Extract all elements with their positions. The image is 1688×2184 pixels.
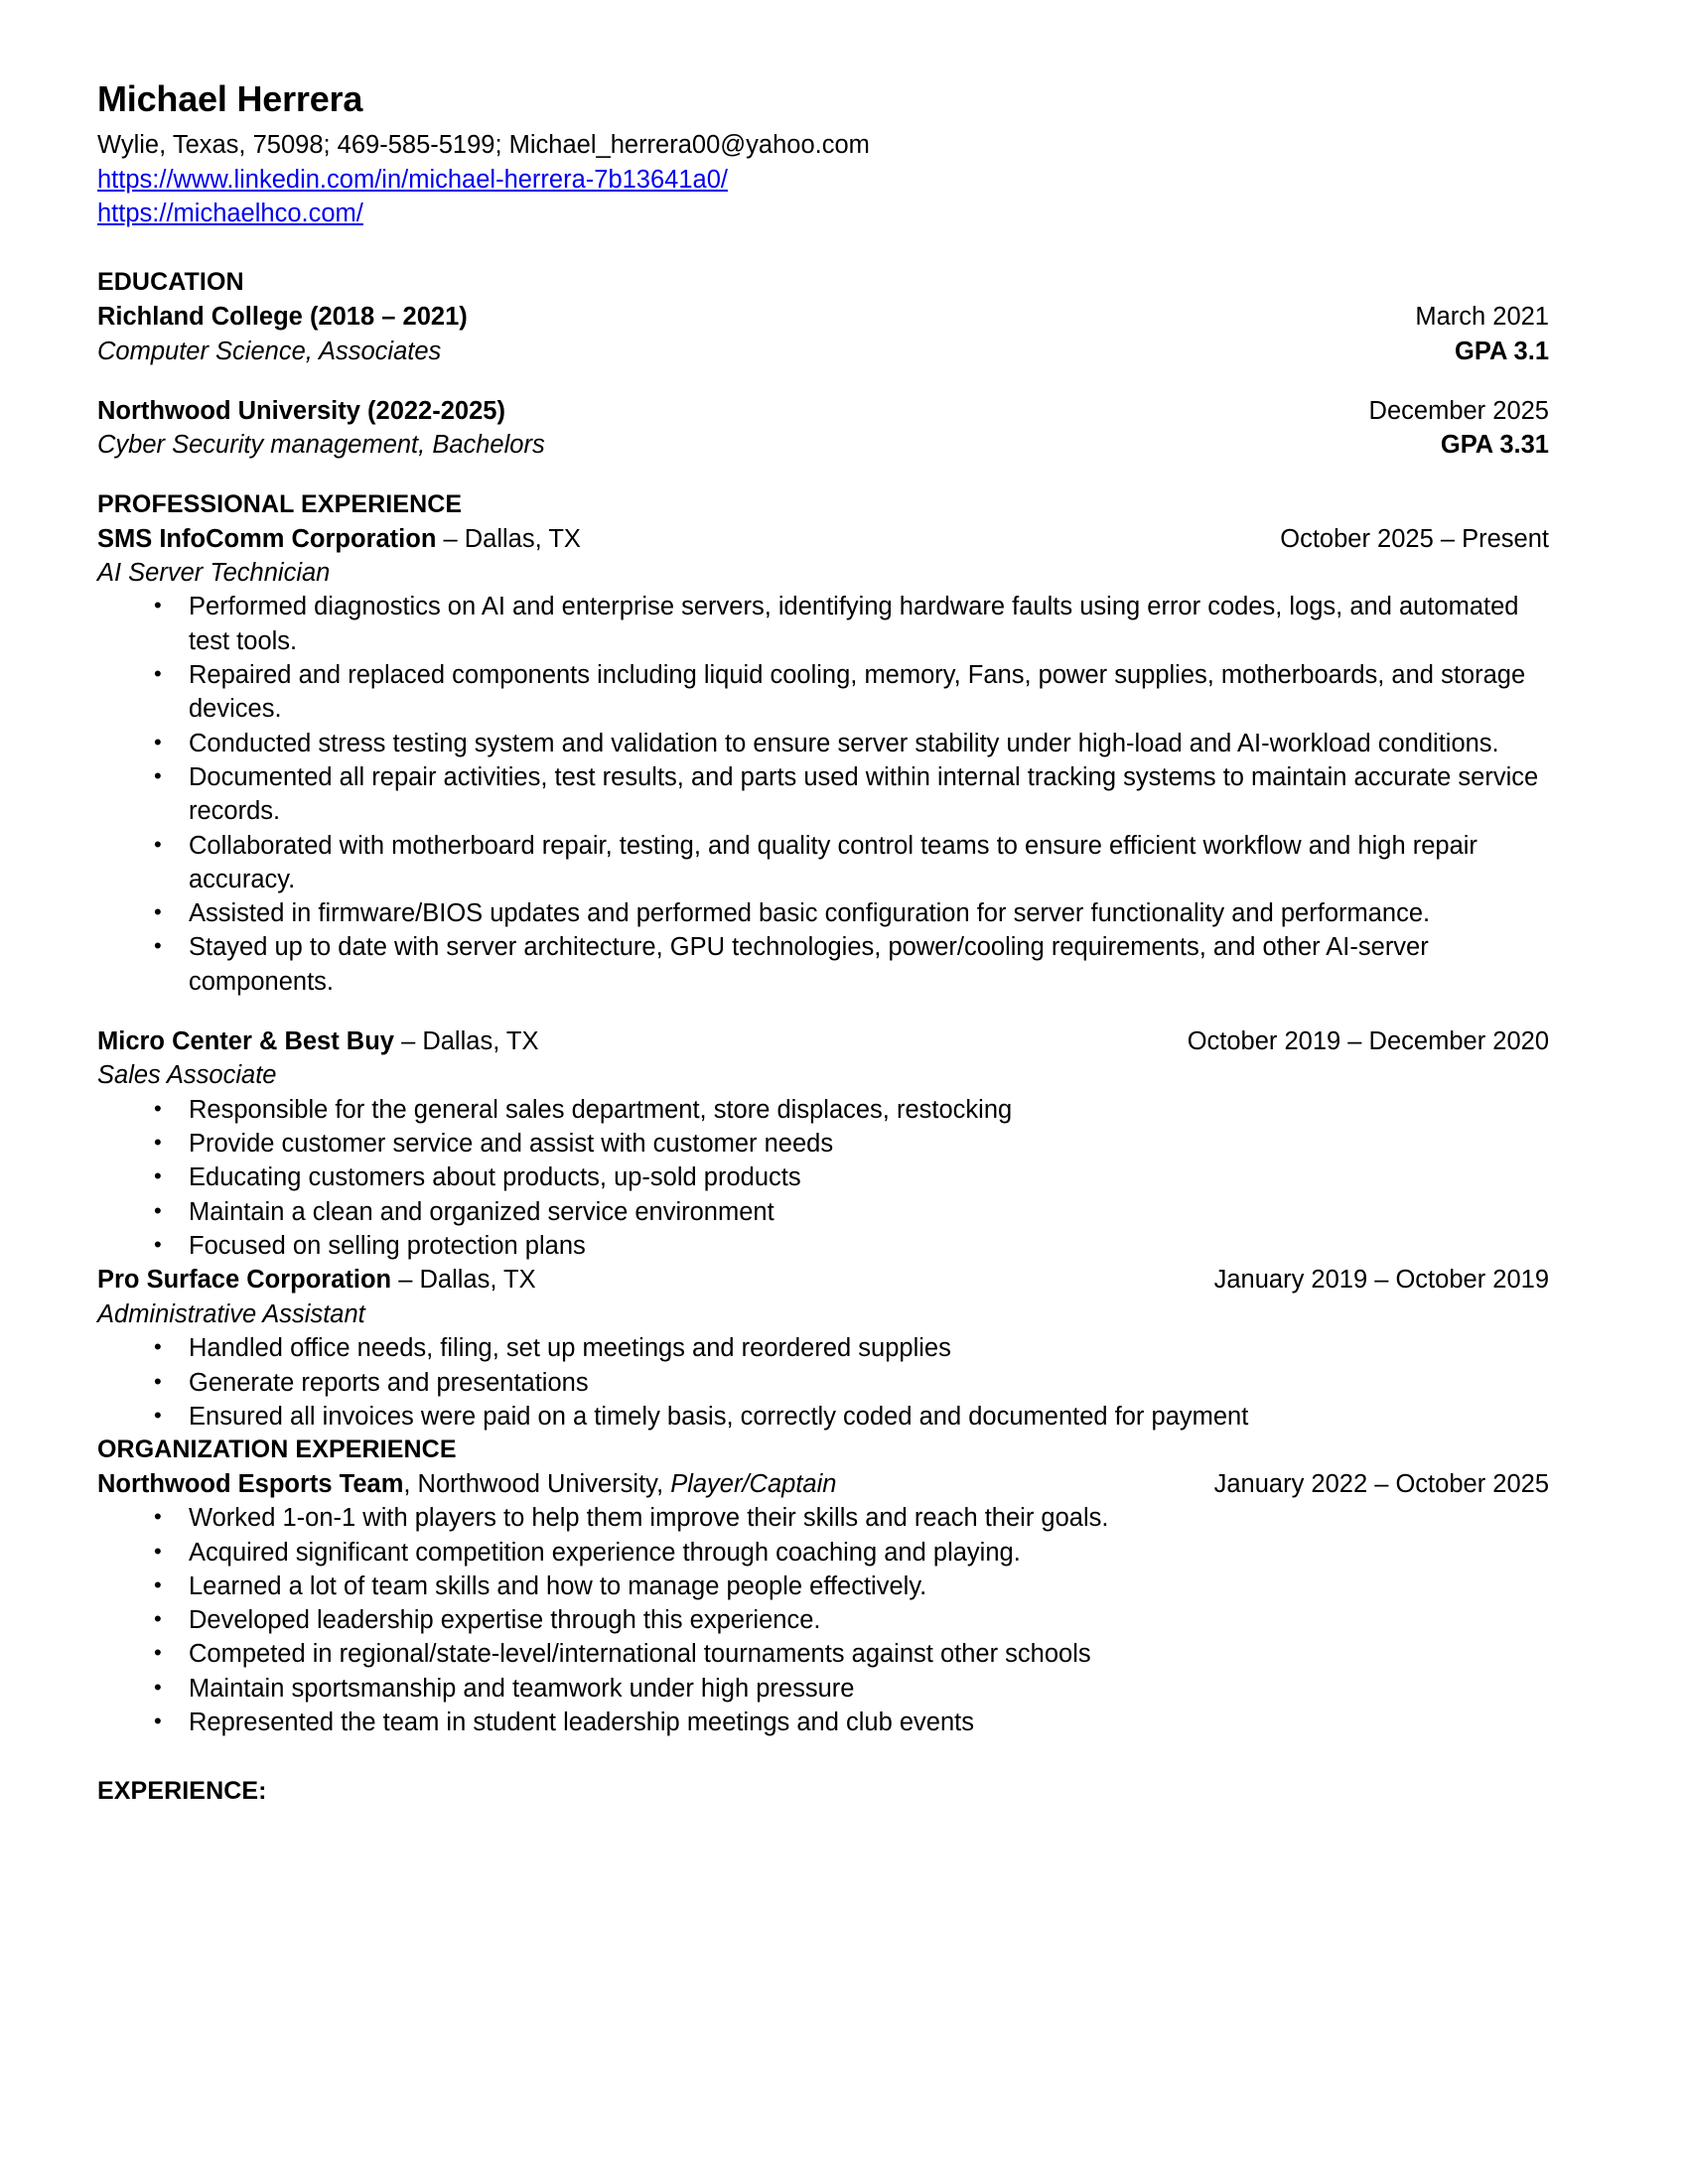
job-bullet-list	[97, 1331, 1549, 1433]
organization-name: Northwood Esports Team	[97, 1469, 404, 1498]
job-header-row	[97, 1024, 1549, 1058]
job-company: Pro Surface Corporation	[97, 1266, 392, 1295]
education-school: Richland College (2018 – 2021)	[97, 303, 468, 332]
list-item: • Focused on selling protection plans	[97, 1229, 1549, 1263]
job-title: Administrative Assistant	[97, 1299, 365, 1328]
organization-line	[97, 1467, 836, 1501]
page-title: Michael Herrera	[97, 78, 363, 119]
spacer	[97, 999, 1549, 1024]
list-item: • Performed diagnostics on AI and enterprise servers, identifying hardware faults using error codes, logs, and automated test tools.	[97, 590, 1549, 658]
job-entry	[97, 1263, 1549, 1433]
job-location: – Dallas, TX	[391, 1266, 536, 1295]
list-item: • Acquired significant competition experience through coaching and playing.	[97, 1536, 1549, 1570]
education-degree: Computer Science, Associates	[97, 337, 442, 365]
section-heading-education: EDUCATION	[97, 268, 244, 297]
professional-experience-section	[97, 488, 1549, 1433]
organization-dates: January 2022 – October 2025	[1213, 1469, 1549, 1498]
job-company-line	[97, 522, 581, 556]
education-detail-row	[97, 428, 1549, 462]
education-entry-row	[97, 300, 1549, 334]
education-school: Northwood University (2022-2025)	[97, 397, 505, 426]
job-company-line	[97, 1024, 539, 1058]
list-item: • Handled office needs, filing, set up meetings and reordered supplies	[97, 1331, 1549, 1365]
list-item: • Documented all repair activities, test results, and parts used within internal tracking systems to maintain accurate service records.	[97, 760, 1549, 829]
job-company: SMS InfoComm Corporation	[97, 524, 437, 553]
job-bullet-list	[97, 1093, 1549, 1263]
list-item: • Learned a lot of team skills and how to manage people effectively.	[97, 1570, 1549, 1603]
list-item: • Collaborated with motherboard repair, testing, and quality control teams to ensure efficient workflow and high repair accuracy.	[97, 829, 1549, 897]
job-bullet-list	[97, 590, 1549, 999]
education-entry-row	[97, 394, 1549, 428]
job-title: AI Server Technician	[97, 559, 331, 588]
list-item: • Provide customer service and assist with customer needs	[97, 1127, 1549, 1160]
job-entry	[97, 1024, 1549, 1263]
list-item: • Competed in regional/state-level/international tournaments against other schools	[97, 1637, 1549, 1671]
organization-experience-section	[97, 1433, 1549, 1739]
job-dates: October 2019 – December 2020	[1187, 1027, 1549, 1056]
website-link[interactable]: https://michaelhco.com/	[97, 200, 363, 228]
list-item: • Ensured all invoices were paid on a timely basis, correctly coded and documented for payment	[97, 1400, 1549, 1433]
list-item: • Educating customers about products, up-sold products	[97, 1160, 1549, 1194]
job-dates: January 2019 – October 2019	[1213, 1266, 1549, 1295]
list-item: • Maintain a clean and organized service environment	[97, 1195, 1549, 1229]
linkedin-link[interactable]: https://www.linkedin.com/in/michael-herrera-7b13641a0/	[97, 165, 728, 194]
list-item: • Repaired and replaced components including liquid cooling, memory, Fans, power supplies, motherboards, and storage devices.	[97, 658, 1549, 727]
job-company: Micro Center & Best Buy	[97, 1027, 394, 1056]
list-item: • Responsible for the general sales department, store displaces, restocking	[97, 1093, 1549, 1127]
list-item: • Represented the team in student leadership meetings and club events	[97, 1706, 1549, 1739]
education-gpa: GPA 3.31	[1440, 431, 1549, 460]
education-detail-row	[97, 335, 1549, 368]
education-date: March 2021	[1415, 303, 1549, 332]
resume-document	[97, 77, 1549, 1809]
section-heading-experience	[97, 1775, 1549, 1809]
list-item: • Maintain sportsmanship and teamwork under high pressure	[97, 1672, 1549, 1706]
education-gpa: GPA 3.1	[1455, 337, 1549, 365]
list-item: • Assisted in firmware/BIOS updates and performed basic configuration for server functionality and performance.	[97, 896, 1549, 930]
job-dates: October 2025 – Present	[1280, 524, 1549, 553]
section-heading-experience-colon: :	[258, 1777, 267, 1806]
organization-affiliation: , Northwood University,	[403, 1469, 671, 1498]
list-item: • Developed leadership expertise through this experience.	[97, 1603, 1549, 1637]
job-title: Sales Associate	[97, 1061, 277, 1090]
section-heading-experience-label: EXPERIENCE	[97, 1777, 259, 1806]
spacer	[97, 368, 1549, 394]
organization-role: Player/Captain	[670, 1469, 837, 1498]
spacer	[97, 463, 1549, 488]
spacer	[97, 1739, 1549, 1775]
organization-header-row	[97, 1467, 1549, 1501]
list-item: • Worked 1-on-1 with players to help them improve their skills and reach their goals.	[97, 1501, 1549, 1535]
section-heading-professional-experience: PROFESSIONAL EXPERIENCE	[97, 489, 463, 518]
resume-header	[97, 77, 1549, 230]
education-date: December 2025	[1368, 397, 1549, 426]
organization-bullet-list	[97, 1501, 1549, 1739]
list-item: • Generate reports and presentations	[97, 1366, 1549, 1400]
job-header-row	[97, 1263, 1549, 1297]
list-item: • Conducted stress testing system and validation to ensure server stability under high-load and AI-workload conditions.	[97, 727, 1549, 760]
contact-line: Wylie, Texas, 75098; 469-585-5199; Michael_herrera00@yahoo.com	[97, 131, 870, 160]
list-item: • Stayed up to date with server architecture, GPU technologies, power/cooling requirements, and other AI-server components.	[97, 930, 1549, 999]
job-location: – Dallas, TX	[393, 1027, 539, 1056]
spacer	[97, 230, 1549, 266]
job-location: – Dallas, TX	[436, 524, 581, 553]
job-header-row	[97, 522, 1549, 556]
section-heading-organization-experience: ORGANIZATION EXPERIENCE	[97, 1435, 457, 1464]
job-entry	[97, 522, 1549, 999]
education-section	[97, 266, 1549, 462]
education-degree: Cyber Security management, Bachelors	[97, 431, 545, 460]
job-company-line	[97, 1263, 536, 1297]
